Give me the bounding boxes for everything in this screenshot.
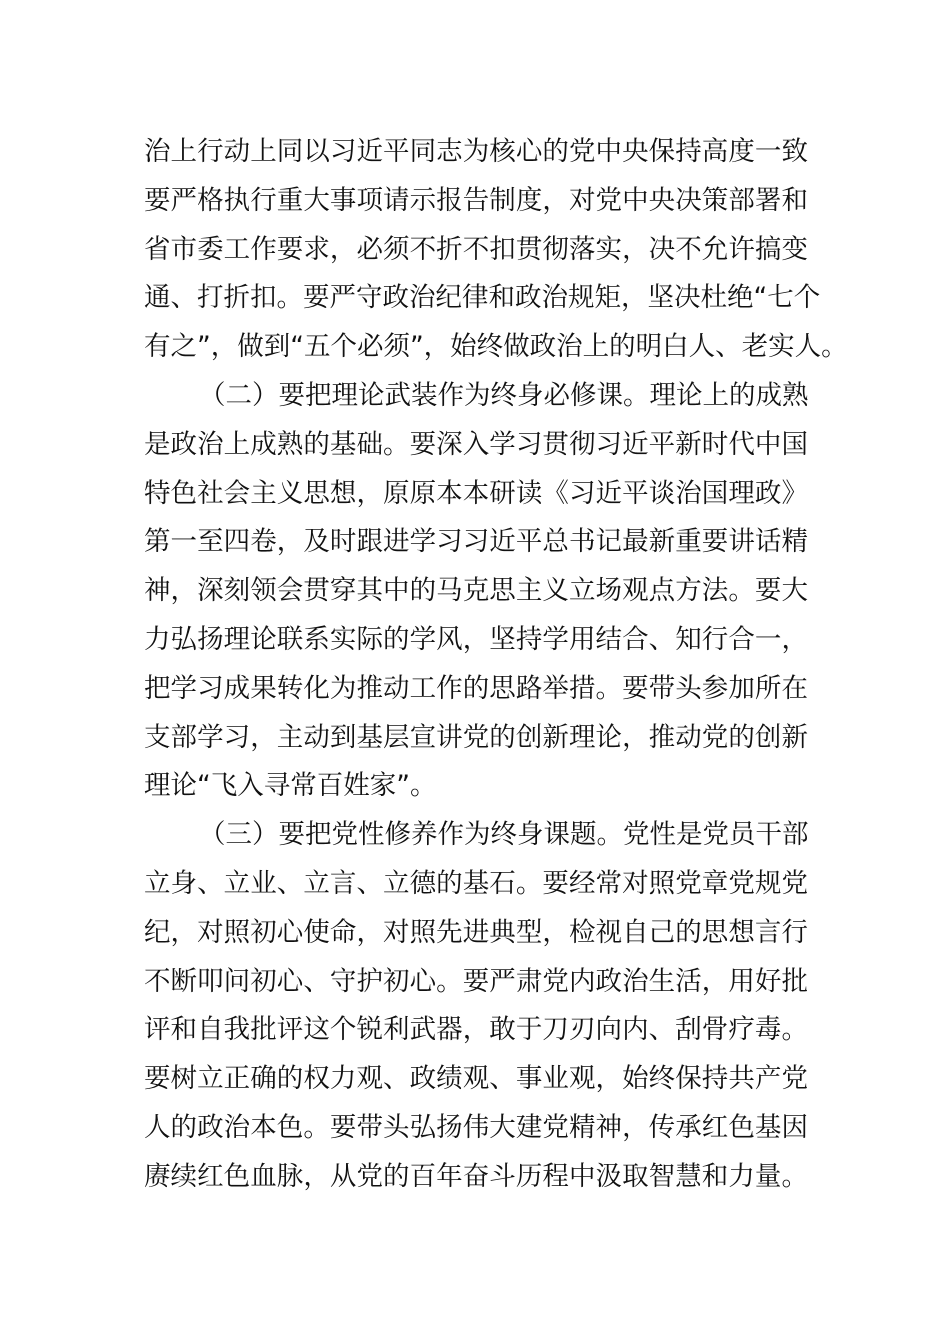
text-line: 是政治上成熟的基础。要深入学习贯彻习近平新时代中国 bbox=[144, 428, 808, 460]
text-line-indented: （三）要把党性修养作为终身课题。党性是党员干部 bbox=[199, 819, 809, 851]
text-line: 治上行动上同以习近平同志为核心的党中央保持高度一致 bbox=[144, 136, 808, 167]
text-line: 要树立正确的权力观、政绩观、事业观，始终保持共产党 bbox=[144, 1063, 808, 1095]
paragraph-1 bbox=[144, 128, 848, 372]
text-line: 神，深刻领会贯穿其中的马克思主义立场观点方法。要大 bbox=[144, 575, 808, 607]
text-line: 第一至四卷，及时跟进学习习近平总书记最新重要讲话精 bbox=[144, 526, 808, 558]
text-line: 不断叩问初心、守护初心。要严肃党内政治生活，用好批 bbox=[144, 965, 808, 997]
text-line: 通、打折扣。要严守政治纪律和政治规矩，坚决杜绝“七个 bbox=[144, 282, 821, 314]
text-line: 把学习成果转化为推动工作的思路举措。要带头参加所在 bbox=[144, 672, 808, 704]
paragraph-2 bbox=[144, 372, 808, 811]
text-line: 力弘扬理论联系实际的学风，坚持学用结合、知行合一， bbox=[144, 623, 808, 655]
text-line: 特色社会主义思想，原原本本研读《习近平谈治国理政》 bbox=[144, 477, 808, 509]
text-line: 人的政治本色。要带头弘扬伟大建党精神，传承红色基因 bbox=[144, 1111, 808, 1143]
paragraph-3 bbox=[144, 811, 808, 1201]
text-line: 要严格执行重大事项请示报告制度，对党中央决策部署和 bbox=[144, 184, 808, 216]
text-line: 立身、立业、立言、立德的基石。要经常对照党章党规党 bbox=[144, 867, 808, 899]
text-line-indented: （二）要把理论武装作为终身必修课。理论上的成熟 bbox=[199, 379, 809, 411]
text-line: 省市委工作要求，必须不折不扣贯彻落实，决不允许搞变 bbox=[144, 233, 808, 265]
text-line: 理论“飞入寻常百姓家”。 bbox=[144, 770, 437, 802]
text-line: 赓续红色血脉，从党的百年奋斗历程中汲取智慧和力量。 bbox=[144, 1160, 808, 1192]
text-line: 纪，对照初心使命，对照先进典型，检视自己的思想言行 bbox=[144, 916, 808, 948]
document-body bbox=[144, 128, 848, 1202]
text-line: 评和自我批评这个锐利武器，敢于刀刃向内、刮骨疗毒。 bbox=[144, 1014, 808, 1046]
text-line: 有之”，做到“五个必须”，始终做政治上的明白人、老实人。 bbox=[144, 331, 848, 363]
text-line: 支部学习，主动到基层宣讲党的创新理论，推动党的创新 bbox=[144, 721, 808, 753]
